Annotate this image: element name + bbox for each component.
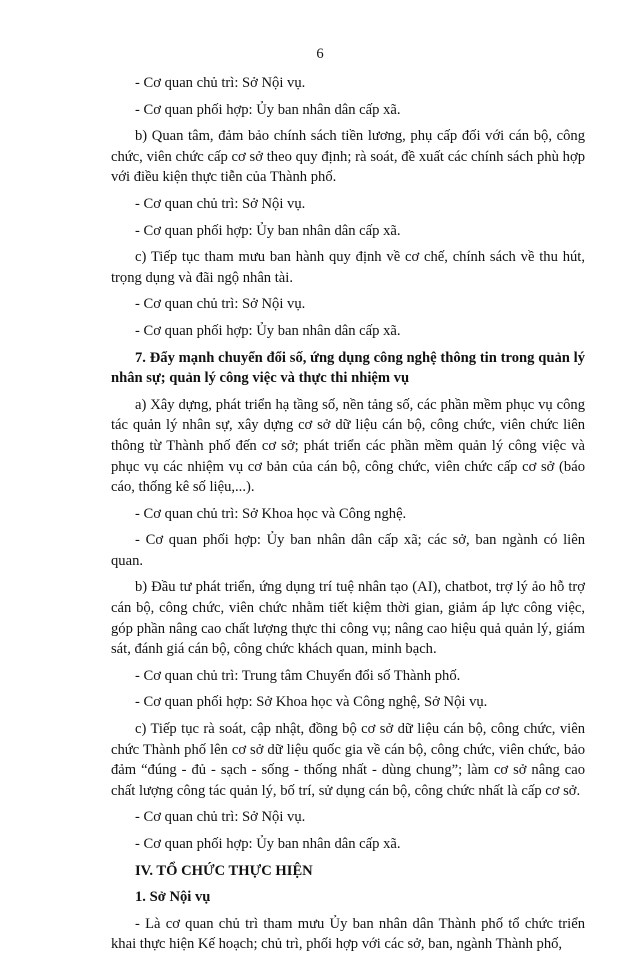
paragraph: - Cơ quan phối hợp: Ủy ban nhân dân cấp xã. bbox=[135, 101, 401, 118]
paragraph: - Là cơ quan chủ trì tham mưu Ủy ban nhân dân Thành phố tổ chức triển khai thực hiện Kế hoạch; chủ trì, phối hợp với các sở, ban, ngành Thành phố, bbox=[111, 915, 585, 953]
paragraph: c) Tiếp tục rà soát, cập nhật, đồng bộ cơ sở dữ liệu cán bộ, công chức, viên chức Thành phố lên cơ sở dữ liệu quốc gia về cán bộ, công chức, viên chức, bảo đảm “đúng - đủ - sạch - sống - thống nhất - dùng chung”; làm cơ sở nâng cao chất lượng công tác quản lý, bố trí, sử dụng cán bộ, công chức nhất là cấp cơ sở. bbox=[111, 721, 585, 799]
page-number: 6 bbox=[316, 46, 324, 62]
paragraph: - Cơ quan phối hợp: Sở Khoa học và Công nghệ, Sở Nội vụ. bbox=[135, 694, 488, 711]
paragraph: b) Quan tâm, đảm bảo chính sách tiền lương, phụ cấp đối với cán bộ, công chức, viên chức cấp cơ sở theo quy định; rà soát, đề xuất các chính sách phù hợp với điều kiện thực tiễn của Thành phố. bbox=[111, 128, 585, 186]
chapter-heading: IV. TỔ CHỨC THỰC HIỆN bbox=[135, 862, 313, 879]
paragraph: - Cơ quan phối hợp: Ủy ban nhân dân cấp xã. bbox=[135, 222, 401, 239]
paragraph: - Cơ quan phối hợp: Ủy ban nhân dân cấp xã; các sở, ban ngành có liên quan. bbox=[111, 532, 585, 569]
paragraph: c) Tiếp tục tham mưu ban hành quy định về cơ chế, chính sách về thu hút, trọng dụng và đãi ngộ nhân tài. bbox=[111, 249, 585, 286]
section-heading: 7. Đẩy mạnh chuyển đổi số, ứng dụng công nghệ thông tin trong quản lý nhân sự; quản lý công việc và thực thi nhiệm vụ bbox=[111, 349, 585, 387]
paragraph: - Cơ quan phối hợp: Ủy ban nhân dân cấp xã. bbox=[135, 322, 401, 339]
paragraph: b) Đầu tư phát triển, ứng dụng trí tuệ nhân tạo (AI), chatbot, trợ lý ảo hỗ trợ cán bộ, công chức, viên chức nhằm tiết kiệm thời gian, giảm áp lực công việc, góp phần nâng cao chất lượng thực thi công vụ; nâng cao hiệu quả quản lý, giám sát, đánh giá cán bộ, công chức khách quan, minh bạch. bbox=[111, 579, 585, 658]
paragraph: - Cơ quan chủ trì: Sở Nội vụ. bbox=[135, 809, 306, 826]
paragraph: - Cơ quan phối hợp: Ủy ban nhân dân cấp xã. bbox=[135, 836, 401, 852]
paragraph: - Cơ quan chủ trì: Sở Nội vụ. bbox=[135, 296, 306, 313]
section-heading: 1. Sở Nội vụ bbox=[135, 889, 211, 906]
paragraph: - Cơ quan chủ trì: Sở Khoa học và Công nghệ. bbox=[135, 505, 407, 522]
paragraph: - Cơ quan chủ trì: Sở Nội vụ. bbox=[135, 195, 306, 212]
paragraph: a) Xây dựng, phát triển hạ tầng số, nền tảng số, các phần mềm phục vụ công tác quản lý nhân sự, xây dựng cơ sở dữ liệu cán bộ, công chức, viên chức liên thông từ Thành phố đến cơ sở; phát triển các phần mềm quản lý công việc và phục vụ các nhiệm vụ cơ bản của cán bộ, công chức, viên chức cấp cơ sở (báo cáo, thống kê số liệu,...). bbox=[111, 396, 585, 496]
document-body bbox=[111, 73, 585, 961]
paragraph: - Cơ quan chủ trì: Trung tâm Chuyển đổi số Thành phố. bbox=[135, 667, 461, 684]
paragraph: - Cơ quan chủ trì: Sở Nội vụ. bbox=[135, 75, 306, 91]
